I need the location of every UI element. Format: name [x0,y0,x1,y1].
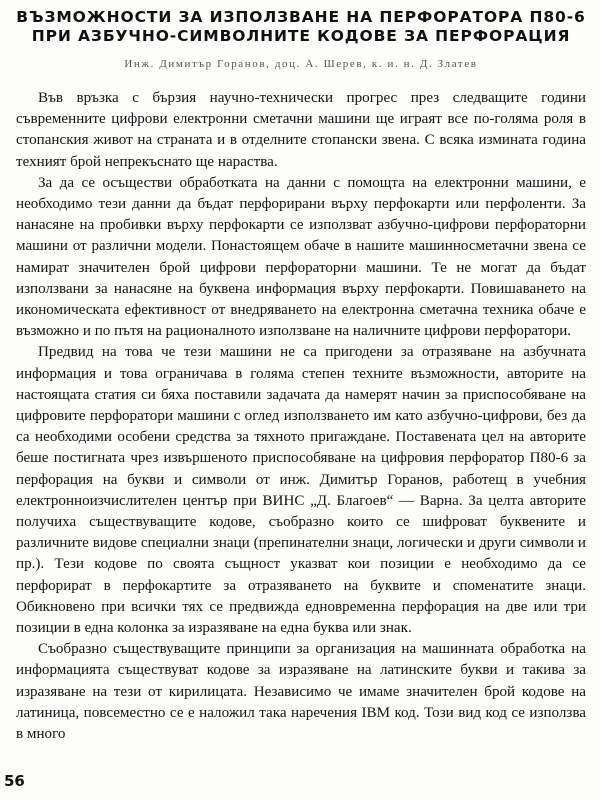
article-title-line: ПРИ АЗБУЧНО-СИМВОЛНИТЕ КОДОВЕ ЗА ПЕРФОРАЦИЯ [31,27,571,45]
article-body [16,88,586,745]
page-number: 56 [4,772,25,790]
body-paragraph: Предвид на това че тези машини не са пригодени за отразяване на азбучната информация и това ограничава в голяма степен техните възможности, авторите на настоящата статия си бяха поставили задачата да намерят начин за приспособяване на цифровите перфоратори машини с оглед използването им като азбучно-цифрови, без да са необходими особени средства за тяхното пригаждане. Поставената цел на авторите беше постигната чрез извършеното приспособяване на цифровия перфоратор П80-6 за перфорация на букви и символи от инж. Димитър Горанов, работещ в учебния електронноизчислителен център при ВИНС „Д. Благоев“ — Варна. За целта авторите получиха съществуващите кодове, съобразно които се шифроват буквените и различните видове специални знаци (препинателни знаци, логически и други символи и пр.). Тези кодове по своята същност указват кои позиции е необходимо да се перфорират в перфокартите за отразяването на буквите и споменатите знаци. Обикновено при всички тях се предвижда едновременна перфорация на две или три позиции в една колонка за изразяване на една буква или знак. [16,344,586,637]
body-paragraph: За да се осъществи обработката на данни с помощта на електронни машини, е необходимо тези данни да бъдат перфорирани върху перфокарти или перфоленти. За нанасяне на пробивки върху перфокарти се използват азбучно-цифрови перфораторни машини от различни модели. Понастоящем обаче в нашите машинносметачни звена се намират значителен брой цифрови перфораторни машини. Те не могат да бъдат използвани за нанасяне на буквена информация върху перфокарти. Повишаването на икономическата ефективност от внедряването на електронна сметачна техника обаче е възможно и по пътя на рационалното използване на наличните цифрови перфоратори. [16,174,586,340]
article-title [16,8,586,46]
author-byline: Инж. Димитър Горанов, доц. А. Шерев, к. и. н. Д. Златев [124,58,478,70]
body-paragraph: Във връзка с бързия научно-технически прогрес през следващите години съвременните цифрови електронни сметачни машини ще играят все по-голяма роля в стопанския живот на страната и в отделните стопански звена. С всяка измината година техният брой непрекъснато ще нараства. [16,90,586,170]
article-title-line: ВЪЗМОЖНОСТИ ЗА ИЗПОЛЗВАНЕ НА ПЕРФОРАТОРА П80-6 [16,8,586,26]
body-paragraph: Съобразно съществуващите принципи за организация на машинната обработка на информацията съществуват кодове за изразяване на латинските букви и такива за изразяване на тези от кирилицата. Независимо че имаме значителен брой кодове на латиница, повсеместно се е наложил така наречения IBM код. Този вид код се използва в много [16,641,586,743]
